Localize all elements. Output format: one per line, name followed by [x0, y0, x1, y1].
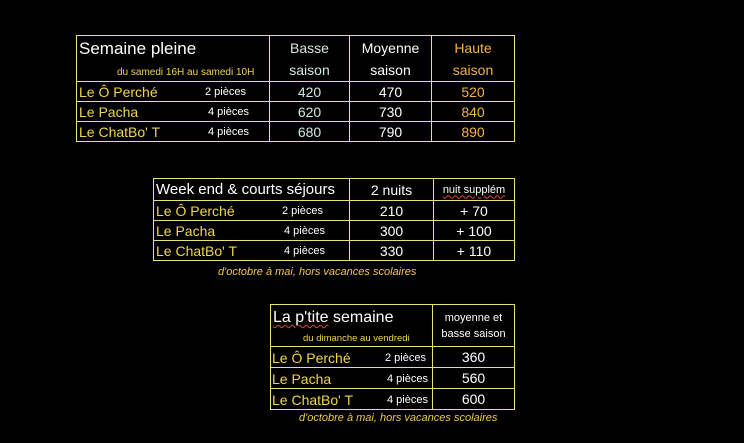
property-rooms: 4 pièces: [387, 373, 428, 385]
table-row: [77, 102, 515, 122]
full-week-subtitle: du samedi 16H au samedi 10H: [117, 67, 255, 78]
price-basse: 680: [270, 122, 350, 142]
short-week-title-cell: [271, 305, 433, 347]
weekend-note: d'octobre à mai, hors vacances scolaires: [218, 266, 417, 278]
property-name: Le Pacha: [156, 223, 216, 239]
property-rooms: 2 pièces: [385, 352, 426, 364]
basse-header-line2: saison: [289, 61, 330, 78]
property-name: Le ChatBo' T: [272, 392, 354, 408]
table-row: [154, 201, 515, 221]
property-name: Le Ô Perché: [156, 203, 235, 219]
short-week-title-part1: La p'tite: [273, 309, 329, 326]
weekend-table: [153, 178, 515, 261]
price-two-nights: 210: [350, 201, 434, 221]
property-rooms: 4 pièces: [387, 394, 428, 406]
moyenne-saison-header: [350, 36, 432, 82]
haute-header-line2: saison: [452, 61, 494, 78]
property-name: Le ChatBo' T: [156, 243, 238, 259]
moyenne-header-line2: saison: [370, 61, 411, 78]
table-row: [271, 347, 515, 368]
moyenne-basse-header-line2: basse saison: [441, 327, 506, 340]
haute-saison-header: [432, 36, 515, 82]
table-row: [154, 241, 515, 261]
property-rooms: 4 pièces: [284, 225, 325, 237]
price-extra-night: + 100: [434, 221, 515, 241]
price-haute: 890: [432, 122, 515, 142]
table-row: [77, 122, 515, 142]
moyenne-basse-header: [433, 305, 515, 347]
table-row: [271, 389, 515, 410]
price-basse: 620: [270, 102, 350, 122]
price-short-week: 360: [433, 347, 515, 368]
short-week-note: d'octobre à mai, hors vacances scolaires: [299, 412, 498, 424]
property-name: Le Ô Perché: [79, 84, 158, 100]
price-two-nights: 300: [350, 221, 434, 241]
extra-night-header: [434, 179, 515, 201]
moyenne-header-line1: Moyenne: [361, 39, 420, 56]
price-short-week: 560: [433, 368, 515, 389]
price-moyenne: 790: [350, 122, 432, 142]
two-nights-header: 2 nuits: [350, 179, 434, 201]
moyenne-basse-header-line1: moyenne et: [444, 311, 503, 324]
basse-saison-header: [270, 36, 350, 82]
price-extra-night: + 110: [434, 241, 515, 261]
extra-night-label: nuit supplém: [442, 183, 506, 196]
property-rooms: 4 pièces: [284, 245, 325, 257]
property-rooms: 2 pièces: [282, 205, 323, 217]
price-basse: 420: [270, 82, 350, 102]
price-haute: 520: [432, 82, 515, 102]
table-row: [154, 221, 515, 241]
price-moyenne: 470: [350, 82, 432, 102]
haute-header-line1: Haute: [454, 39, 492, 56]
table-row: [77, 82, 515, 102]
short-week-title: [273, 309, 393, 327]
price-extra-night: + 70: [434, 201, 515, 221]
short-week-subtitle: du dimanche au vendredi: [303, 333, 410, 344]
property-name: Le ChatBo' T: [79, 124, 161, 140]
price-haute: 840: [432, 102, 515, 122]
property-rooms: 4 pièces: [208, 126, 249, 138]
full-week-table: [76, 35, 515, 142]
weekend-title-cell: [154, 179, 350, 201]
basse-header-line1: Basse: [290, 39, 329, 56]
price-two-nights: 330: [350, 241, 434, 261]
weekend-title: Week end & courts séjours: [156, 181, 335, 198]
property-name: Le Pacha: [272, 371, 332, 387]
table-row: [271, 368, 515, 389]
full-week-title: Semaine pleine: [79, 39, 197, 58]
property-name: Le Pacha: [79, 104, 139, 120]
short-week-title-part2: semaine: [328, 309, 394, 326]
price-moyenne: 730: [350, 102, 432, 122]
property-rooms: 2 pièces: [205, 86, 246, 98]
property-rooms: 4 pièces: [208, 106, 249, 118]
short-week-table: [270, 304, 515, 410]
price-short-week: 600: [433, 389, 515, 410]
full-week-title-cell: [77, 36, 270, 82]
property-name: Le Ô Perché: [272, 350, 351, 366]
